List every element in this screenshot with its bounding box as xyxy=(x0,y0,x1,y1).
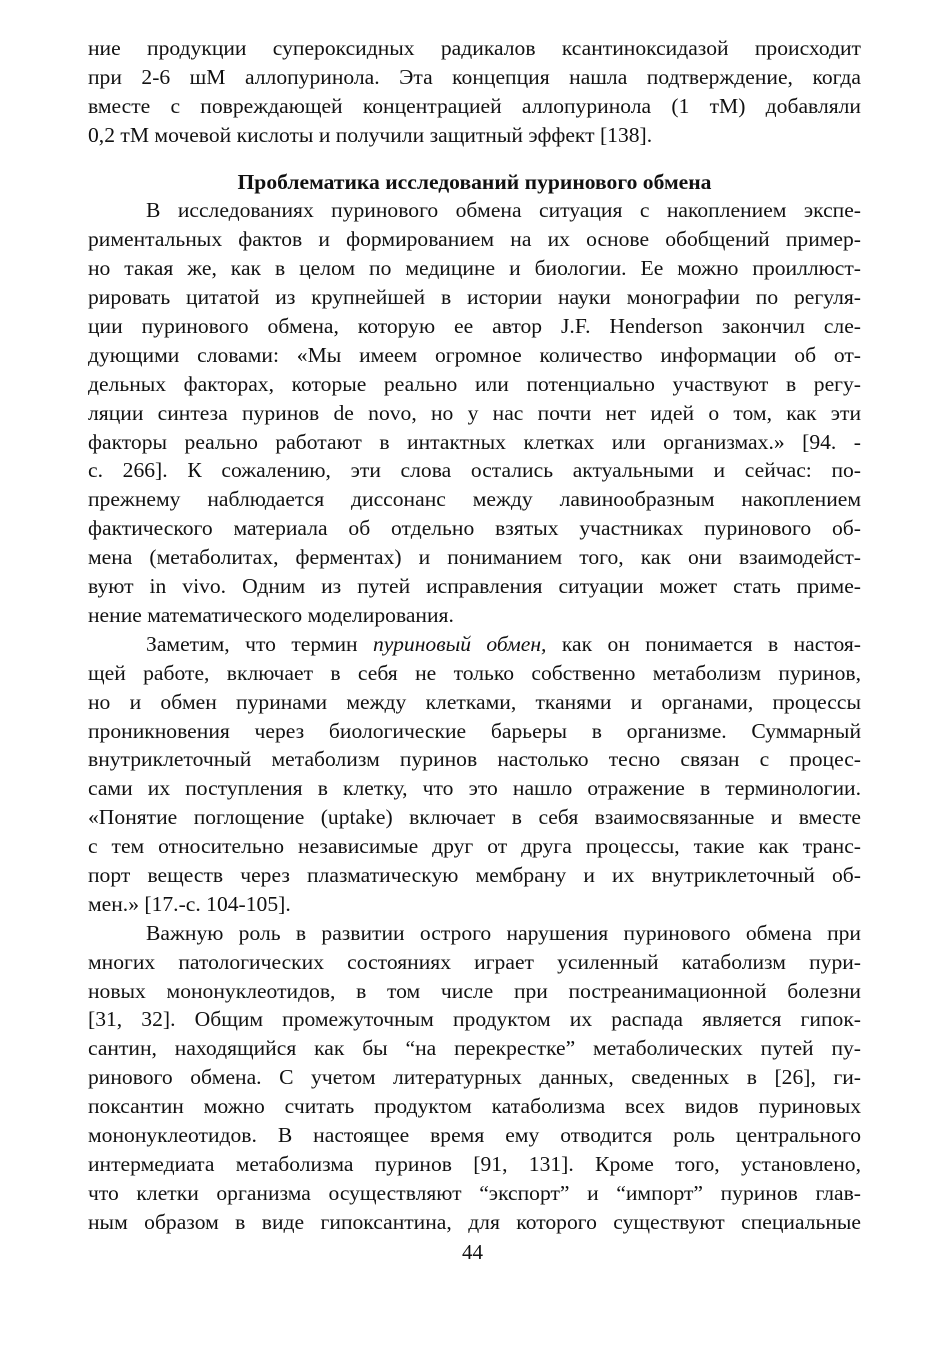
text-line: Важную роль в развитии острого нарушения пуринового обмена при xyxy=(146,920,861,945)
text-line: сами их поступления в клетку, что это нашло отражение в терминологии. xyxy=(88,776,861,801)
text-line: прежнему наблюдается диссонанс между лавинообразным накоплением xyxy=(88,487,861,512)
paragraph-continuation xyxy=(88,34,861,150)
text-run: Заметим, что термин xyxy=(146,631,373,656)
text-line: мен.» [17.-с. 104-105]. xyxy=(88,891,291,916)
text-line: ние продукции супероксидных радикалов ксантиноксидазой происходит xyxy=(88,36,861,60)
text-line: вуют in vivo. Одним из путей исправления ситуации может стать приме- xyxy=(88,574,861,599)
page-number: 44 xyxy=(462,1240,483,1264)
text-line: проникновения через биологические барьеры в организме. Суммарный xyxy=(88,718,861,743)
text-line: риментальных фактов и формированием на их основе обобщений пример- xyxy=(88,227,861,252)
text-line: порт веществ через плазматическую мембрану и их внутриклеточный об- xyxy=(88,862,861,887)
italic-term: пуриновый обмен, xyxy=(373,631,547,656)
text-line: с тем относительно независимые друг от друга процессы, такие как транс- xyxy=(88,834,861,859)
text-run: как он понимается в настоя- xyxy=(546,631,861,656)
text-line: В исследованиях пуринового обмена ситуация с накоплением экспе- xyxy=(146,198,861,223)
text-line: фактического материала об отдельно взятых участниках пуринового об- xyxy=(88,516,861,541)
text-line: 0,2 тМ мочевой кислоты и получили защитный эффект [138]. xyxy=(88,122,653,147)
text-line: факторы реально работают в интактных клетках или организмах.» [94. - xyxy=(88,429,861,454)
text-line: внутриклеточный метаболизм пуринов настолько тесно связан с процес- xyxy=(88,747,861,772)
text-line: что клетки организма осуществляют “экспорт” и “импорт” пуринов глав- xyxy=(88,1180,861,1205)
text-line: но такая же, как в целом по медицине и биологии. Ее можно проиллюст- xyxy=(88,256,861,281)
text-line xyxy=(88,630,861,659)
paragraph-2 xyxy=(88,630,861,919)
text-line: щей работе, включает в себя не только собственно метаболизм пуринов, xyxy=(88,660,861,685)
text-line: новых мононуклеотидов, в том числе при постреанимационной болезни xyxy=(88,978,861,1003)
text-line: ным образом в виде гипоксантина, для которого существуют специальные xyxy=(88,1209,861,1234)
text-line: нение математического моделирования. xyxy=(88,602,454,627)
text-line: интермедиата метаболизма пуринов [91, 131]. Кроме того, установлено, xyxy=(88,1151,861,1176)
text-line: ринового обмена. С учетом литературных данных, сведенных в [26], ги- xyxy=(88,1065,861,1090)
text-line: с. 266]. К сожалению, эти слова остались актуальными и сейчас: по- xyxy=(88,458,861,483)
text-line: при 2-6 шМ аллопуринола. Эта концепция нашла подтверждение, когда xyxy=(88,64,861,89)
text-line: многих патологических состояниях играет усиленный катаболизм пури- xyxy=(88,949,861,974)
text-line: [31, 32]. Общим промежуточным продуктом их распада является гипок- xyxy=(88,1007,861,1032)
text-line: мена (метаболитах, ферментах) и пониманием того, как они взаимодейст- xyxy=(88,545,861,570)
text-line: рировать цитатой из крупнейшей в истории науки монографии по регуля- xyxy=(88,285,861,310)
section-heading: Проблематика исследований пуринового обмена xyxy=(237,169,712,194)
text-line: мононуклеотидов. В настоящее время ему отводится роль центрального xyxy=(88,1122,861,1147)
text-line: ляции синтеза пуринов de novo, но у нас почти нет идей о том, как эти xyxy=(88,400,861,425)
text-line: но и обмен пуринами между клетками, тканями и органами, процессы xyxy=(88,689,861,714)
text-line: дельных факторах, которые реально или потенциально участвуют в регу- xyxy=(88,371,861,396)
document-page xyxy=(88,34,861,1237)
text-line: «Понятие поглощение (uptake) включает в себя взаимосвязанные и вместе xyxy=(88,805,861,830)
paragraph-3 xyxy=(88,919,861,1237)
text-line: дующими словами: «Мы имеем огромное количество информации об от- xyxy=(88,342,861,367)
text-line: поксантин можно считать продуктом катаболизма всех видов пуриновых xyxy=(88,1094,861,1119)
text-line: вместе с повреждающей концентрацией аллопуринола (1 тМ) добавляли xyxy=(88,93,861,118)
paragraph-1 xyxy=(88,196,861,629)
text-line: ции пуринового обмена, которую ее автор J.F. Henderson закончил сле- xyxy=(88,314,861,339)
text-line: сантин, находящийся как бы “на перекрестке” метаболических путей пу- xyxy=(88,1036,861,1061)
